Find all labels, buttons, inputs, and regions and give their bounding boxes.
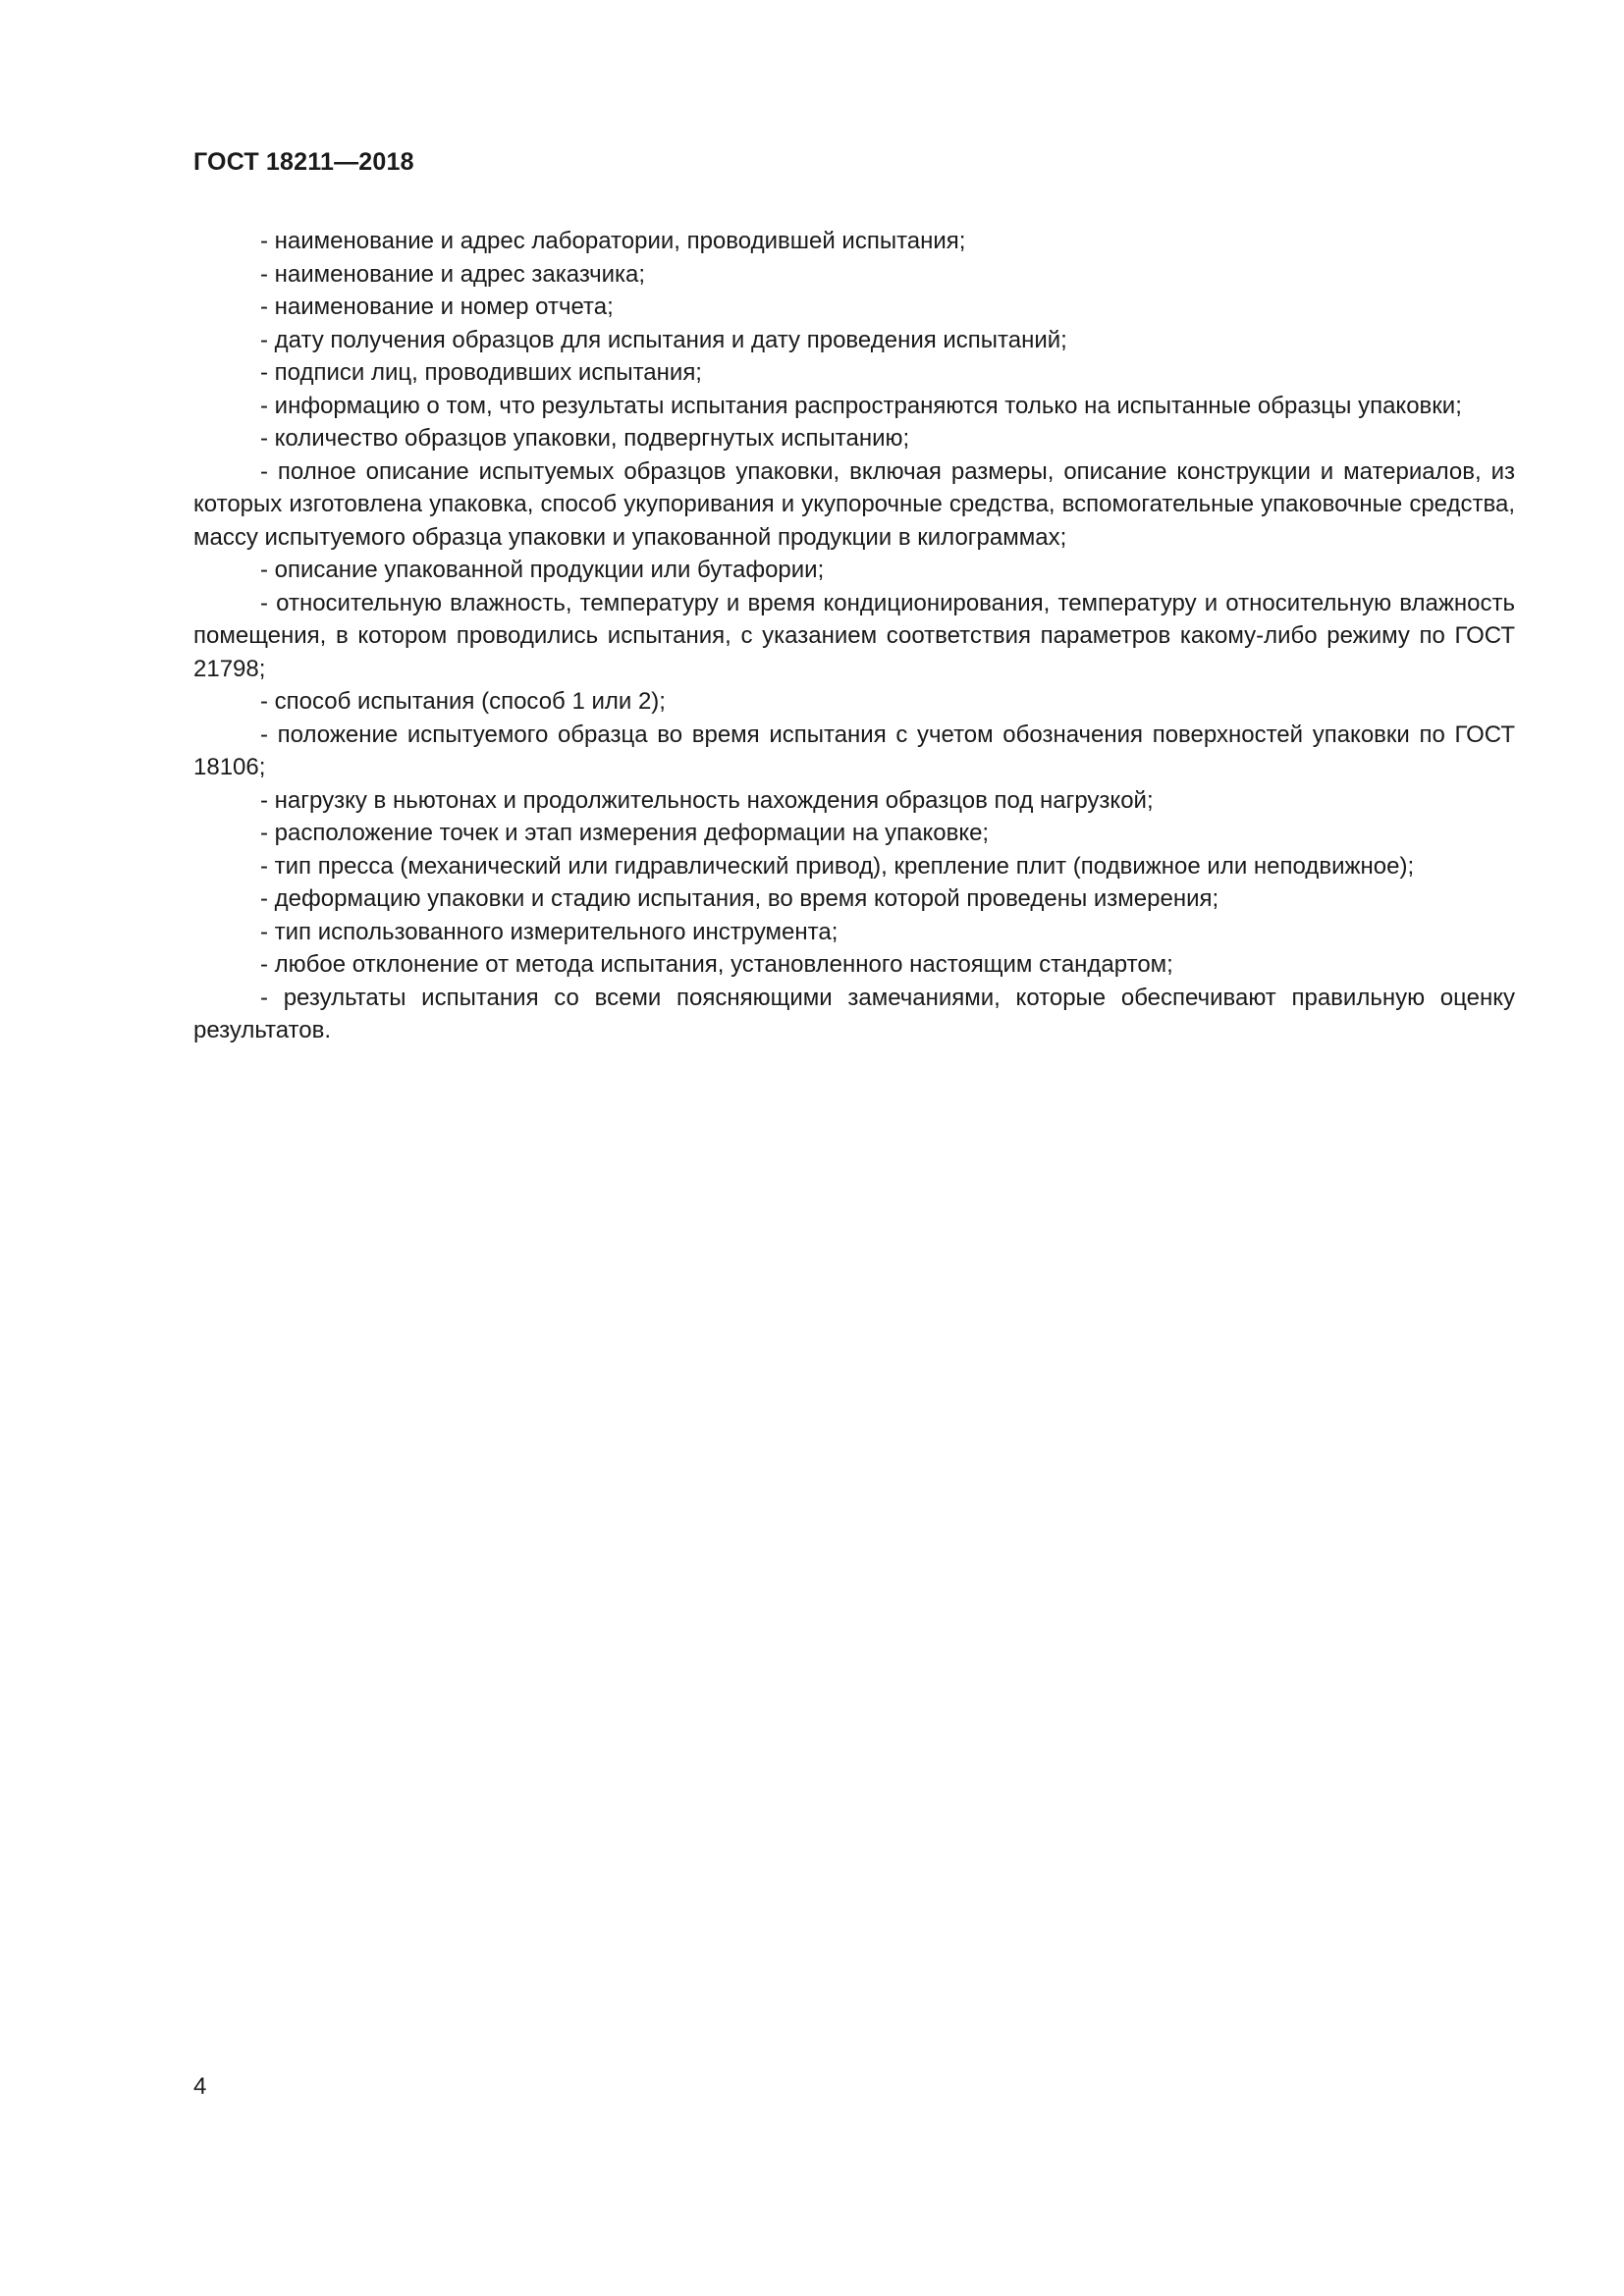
list-item: - полное описание испытуемых образцов упаковки, включая размеры, описание конструкции и материалов, из которых изготовлена упаковка, способ укупоривания и укупорочные средства, вспомогательные упаковочные средства, массу испытуемого образца упаковки и упакованной продукции в килограммах;	[193, 457, 1515, 551]
list-item: - информацию о том, что результаты испытания распространяются только на испытанные образцы упаковки;	[260, 392, 1462, 419]
list-item: - наименование и номер отчета;	[260, 294, 614, 320]
list-item: - деформацию упаковки и стадию испытания, во время которой проведены измерения;	[260, 885, 1219, 912]
page-number: 4	[193, 2073, 207, 2100]
list-item: - относительную влажность, температуру и время кондиционирования, температуру и относительную влажность помещения, в котором проводились испытания, с указанием соответствия параметров какому-либо режиму по ГОСТ 21798;	[193, 589, 1515, 682]
requirements-list	[193, 225, 1515, 1047]
list-item: - расположение точек и этап измерения деформации на упаковке;	[260, 820, 990, 846]
list-item: - наименование и адрес заказчика;	[260, 260, 646, 288]
list-item: - тип пресса (механический или гидравлический привод), крепление плит (подвижное или неподвижное);	[260, 852, 1415, 880]
list-item: - любое отклонение от метода испытания, установленного настоящим стандартом;	[260, 951, 1173, 978]
document-header: ГОСТ 18211—2018	[193, 148, 414, 176]
list-item: - дату получения образцов для испытания и дату проведения испытаний;	[260, 326, 1067, 353]
list-item: - наименование и адрес лаборатории, проводившей испытания;	[260, 228, 966, 254]
list-item: - положение испытуемого образца во время испытания с учетом обозначения поверхностей упаковки по ГОСТ 18106;	[193, 721, 1515, 780]
list-item: - тип использованного измерительного инструмента;	[260, 918, 839, 945]
list-item: - результаты испытания со всеми поясняющими замечаниями, которые обеспечивают правильную оценку результатов.	[193, 984, 1515, 1043]
list-item: - подписи лиц, проводивших испытания;	[260, 359, 702, 386]
list-item: - способ испытания (способ 1 или 2);	[260, 688, 666, 715]
list-item: - нагрузку в ньютонах и продолжительность нахождения образцов под нагрузкой;	[260, 786, 1154, 814]
list-item: - описание упакованной продукции или бутафории;	[260, 557, 825, 583]
list-item: - количество образцов упаковки, подвергнутых испытанию;	[260, 425, 910, 452]
